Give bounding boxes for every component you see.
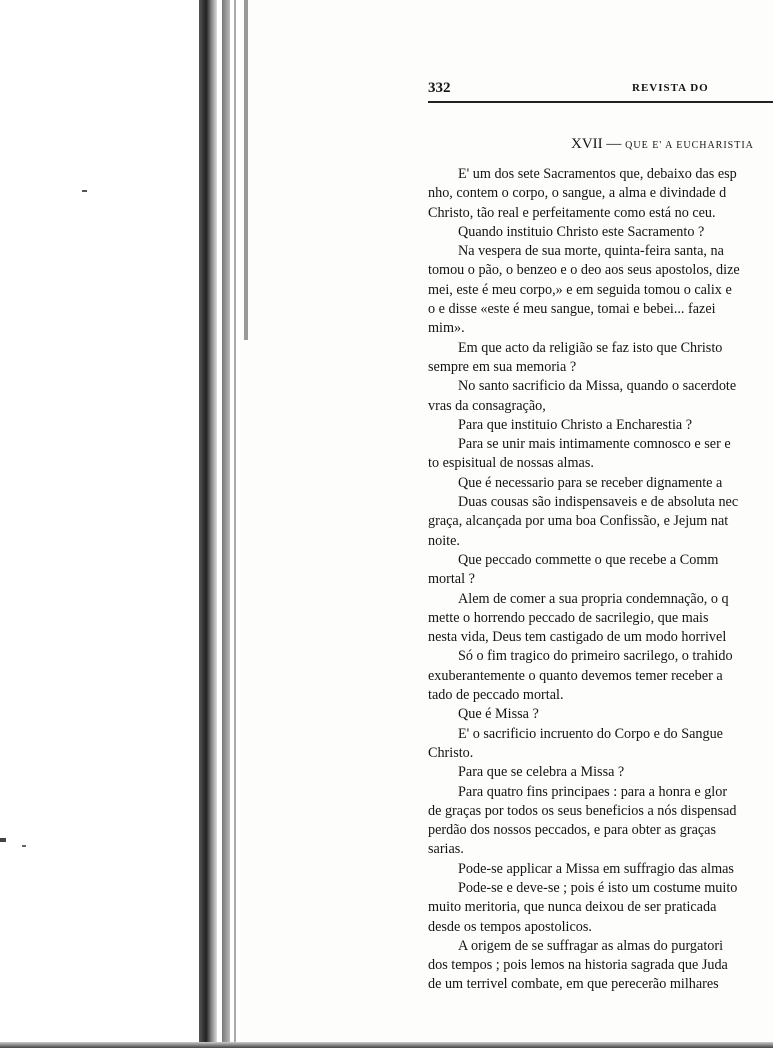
binding-line — [234, 0, 236, 1048]
text-line: mei, este é meu corpo,» e em seguida tomou o calix e — [428, 281, 732, 298]
text-line: Christo. — [428, 744, 474, 761]
text-line: Só o fim tragico do primeiro sacrilego, o trahido — [458, 648, 733, 665]
text-line: de um terrivel combate, em que perecerão milhares — [428, 976, 719, 993]
text-line: exuberantemente o quanto devemos temer receber a — [428, 667, 723, 684]
text-line: Para que instituio Christo a Encharestia ? — [458, 416, 693, 433]
text-line: Quando instituio Christo este Sacramento ? — [458, 223, 705, 240]
text-line: o e disse «este é meu sangue, tomai e bebei... fazei — [428, 301, 716, 318]
text-line: Na vespera de sua morte, quinta-feira santa, na — [458, 243, 724, 260]
binding-edge — [222, 0, 230, 1048]
body-text — [428, 165, 740, 995]
text-line: graça, alcançada por uma boa Confissão, e Jejum nat — [428, 513, 729, 530]
text-line: Para quatro fins principaes : para a honra e glor — [458, 783, 728, 800]
text-line: tomou o pão, o benzeo e o deo aos seus apostolos, dize — [428, 262, 740, 279]
text-line: mortal ? — [428, 571, 475, 588]
text-line: to espisitual de nossas almas. — [428, 455, 594, 472]
text-line: No santo sacrificio da Missa, quando o sacerdote — [458, 378, 737, 395]
book-binding-gutter — [0, 0, 240, 1048]
text-line: mette o horrendo peccado de sacrilegio, que mais — [428, 609, 709, 626]
text-line: sempre em sua memoria ? — [428, 358, 577, 375]
text-line: de graças por todos os seus beneficios a nós dispensad — [428, 802, 737, 819]
header-rule — [428, 101, 773, 103]
binding-shadow — [199, 0, 217, 1048]
text-line: nesta vida, Deus tem castigado de um modo horrivel — [428, 629, 727, 646]
chapter-number: XVII — — [571, 136, 622, 152]
text-line: vras da consagração, — [428, 397, 546, 414]
chapter-heading — [571, 136, 754, 153]
page-number: 332 — [428, 80, 451, 96]
text-line: Christo, tão real e perfeitamente como está no ceu. — [428, 204, 716, 221]
text-line: Pode-se e deve-se ; pois é isto um costume muito — [458, 879, 738, 896]
text-line: desde os tempos apostolicos. — [428, 918, 592, 935]
text-line: noite. — [428, 532, 460, 549]
scan-speck — [22, 845, 26, 847]
text-line: muito meritoria, que nunca deixou de ser praticada — [428, 899, 717, 916]
text-line: Para se unir mais intimamente comnosco e ser e — [458, 436, 731, 453]
text-line: E' um dos sete Sacramentos que, debaixo das esp — [458, 166, 737, 182]
scan-speck — [82, 190, 87, 192]
text-line: dos tempos ; pois lemos na historia sagrada que Juda — [428, 957, 728, 974]
text-line: mim». — [428, 320, 465, 337]
chapter-title: QUE E' A EUCHARISTIA — [625, 140, 754, 151]
text-line: Duas cousas são indispensaveis e de absoluta nec — [458, 494, 739, 511]
text-line: sarias. — [428, 841, 464, 858]
page-bottom-edge — [0, 1042, 773, 1048]
running-title: REVISTA DO — [632, 82, 709, 94]
scan-speck — [0, 838, 6, 842]
text-line: A origem de se suffragar as almas do purgatori — [458, 937, 724, 954]
text-line: tado de peccado mortal. — [428, 687, 564, 704]
text-line: Que é necessario para se receber dignamente a — [458, 474, 723, 491]
text-line: nho, contem o corpo, o sangue, a alma e divindade d — [428, 185, 727, 202]
text-line: Que peccado commette o que recebe a Comm — [458, 551, 719, 568]
binding-line-short — [244, 0, 248, 340]
text-line: Em que acto da religião se faz isto que Christo — [458, 339, 723, 356]
text-line: E' o sacrificio incruento do Corpo e do Sangue — [458, 725, 723, 742]
text-line: Alem de comer a sua propria condemnação, o q — [458, 590, 729, 607]
text-line: Para que se celebra a Missa ? — [458, 764, 625, 781]
text-line: Que é Missa ? — [458, 706, 539, 723]
text-line: perdão dos nossos peccados, e para obter as graças — [428, 822, 716, 839]
text-line: Pode-se applicar a Missa em suffragio das almas — [458, 860, 734, 877]
page-header — [428, 78, 773, 102]
